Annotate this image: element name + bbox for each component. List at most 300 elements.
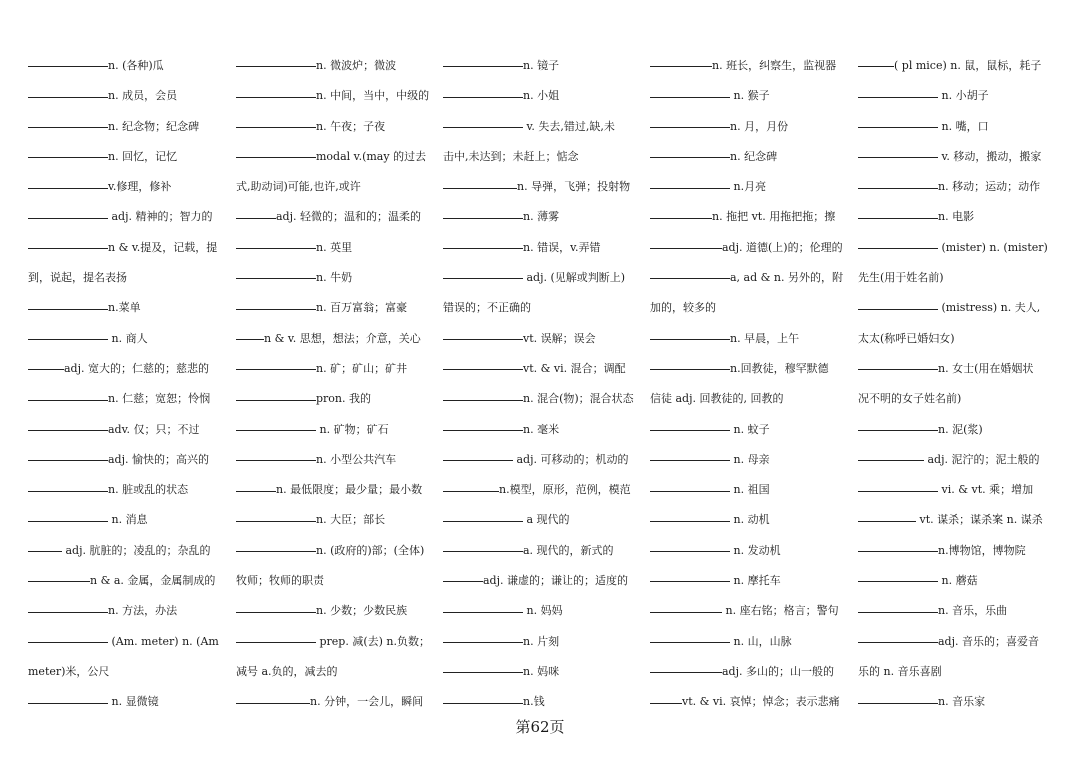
vocab-entry: [28, 324, 228, 354]
definition-text: n. 蘑菇: [938, 574, 978, 588]
vocab-entry: [650, 172, 850, 202]
definition-text: 错误的；不正确的: [443, 301, 531, 315]
vocab-entry: [28, 536, 228, 566]
vocab-entry: [236, 172, 436, 202]
vocab-entry: [236, 445, 436, 475]
vocab-entry: [650, 142, 850, 172]
answer-blank[interactable]: [236, 429, 316, 431]
vocab-entry: [236, 596, 436, 626]
answer-blank[interactable]: [236, 520, 316, 522]
vocab-entry: [858, 81, 1058, 111]
vocab-entry: [236, 566, 436, 596]
definition-text: n. 蚊子: [730, 422, 770, 436]
definition-text: v. 失去,错过,缺,未: [523, 119, 615, 133]
answer-blank[interactable]: [858, 156, 938, 158]
definition-text: modal v.(may 的过去: [316, 149, 427, 163]
vocab-entry: [650, 415, 850, 445]
answer-blank[interactable]: [650, 459, 730, 461]
answer-blank[interactable]: [443, 459, 513, 461]
answer-blank[interactable]: [443, 187, 517, 189]
answer-blank[interactable]: [858, 702, 938, 704]
vocab-entry: [443, 687, 643, 717]
definition-text: adj. 泥泞的；泥土般的: [924, 452, 1040, 466]
vocab-entry: [858, 627, 1058, 657]
definition-text: (mister) n. (mister): [938, 240, 1048, 254]
answer-blank[interactable]: [236, 126, 316, 128]
definition-text: v.修理，修补: [108, 180, 172, 194]
definition-text: adv. 仅；只；不过: [108, 422, 200, 436]
vocab-entry: [28, 293, 228, 323]
definition-text: n.模型，原形，范例，模范: [499, 483, 631, 497]
definition-text: pron. 我的: [316, 392, 371, 406]
definition-text: n.钱: [523, 695, 545, 709]
definition-text: n. 显微镜: [108, 695, 159, 709]
answer-blank[interactable]: [650, 520, 730, 522]
vocab-entry: [236, 112, 436, 142]
definition-text: adj. 多山的；山一般的: [722, 664, 835, 678]
vocab-entry: [650, 445, 850, 475]
definition-text: n. 百万富翁；富豪: [316, 301, 408, 315]
answer-blank[interactable]: [28, 308, 108, 310]
vocab-entry: [858, 233, 1058, 263]
definition-text: n. 山，山脉: [730, 634, 792, 648]
vocab-entry: [28, 263, 228, 293]
page-number: 第62页: [515, 718, 565, 736]
vocab-entry: [28, 142, 228, 172]
vocab-entry: [858, 202, 1058, 232]
definition-text: 乐的 n. 音乐喜剧: [858, 664, 942, 678]
answer-blank[interactable]: [858, 611, 938, 613]
answer-blank[interactable]: [443, 671, 523, 673]
definition-text: 况不明的女子姓名前): [858, 392, 962, 406]
definition-text: n. 移动；运动；动作: [938, 180, 1041, 194]
definition-text: n. 片刻: [523, 634, 560, 648]
definition-text: n. 牛奶: [316, 271, 353, 285]
vocab-entry: [650, 475, 850, 505]
answer-blank[interactable]: [858, 459, 924, 461]
answer-blank[interactable]: [650, 338, 730, 340]
definition-text: n. 分钟，一会儿，瞬间: [310, 695, 424, 709]
definition-text: n. 导弹，飞弹；投射物: [517, 180, 631, 194]
vocab-entry: [650, 112, 850, 142]
answer-blank[interactable]: [858, 429, 938, 431]
definition-text: adj. 宽大的；仁慈的；慈悲的: [64, 361, 210, 375]
vocab-entry: [650, 596, 850, 626]
vocab-entry: [650, 384, 850, 414]
vocab-entry: [443, 384, 643, 414]
answer-blank[interactable]: [858, 368, 938, 370]
word-column-4: [650, 51, 850, 718]
answer-blank[interactable]: [28, 368, 64, 370]
vocab-entry: [443, 445, 643, 475]
answer-blank[interactable]: [236, 96, 316, 98]
vocab-entry: [236, 415, 436, 445]
definition-text: n. 午夜；子夜: [316, 119, 386, 133]
vocab-entry: [650, 51, 850, 81]
vocab-entry: [443, 51, 643, 81]
vocab-entry: [443, 505, 643, 535]
definition-text: n. 泥(浆): [938, 422, 983, 436]
vocab-entry: [236, 81, 436, 111]
vocab-entry: [236, 536, 436, 566]
vocab-entry: [236, 627, 436, 657]
answer-blank[interactable]: [236, 368, 316, 370]
answer-blank[interactable]: [650, 126, 730, 128]
definition-text: n. 发动机: [730, 543, 781, 557]
answer-blank[interactable]: [236, 247, 316, 249]
answer-blank[interactable]: [443, 490, 499, 492]
definition-text: n. 嘴，口: [938, 119, 989, 133]
answer-blank[interactable]: [443, 65, 523, 67]
answer-blank[interactable]: [858, 96, 938, 98]
vocab-entry: [858, 687, 1058, 717]
definition-text: a 现代的: [523, 513, 570, 527]
answer-blank[interactable]: [443, 550, 523, 552]
vocab-entry: [236, 233, 436, 263]
answer-blank[interactable]: [236, 490, 276, 492]
answer-blank[interactable]: [650, 550, 730, 552]
definition-text: n. 小姐: [523, 89, 560, 103]
definition-text: adj. 音乐的；喜爱音: [938, 634, 1040, 648]
definition-text: vt. 谋杀；谋杀案 n. 谋杀: [916, 513, 1043, 527]
definition-text: vt. & vi. 混合；调配: [523, 361, 626, 375]
vocab-entry: [650, 566, 850, 596]
definition-text: n. 电影: [938, 210, 975, 224]
answer-blank[interactable]: [650, 156, 730, 158]
answer-blank[interactable]: [236, 550, 316, 552]
answer-blank[interactable]: [28, 702, 108, 704]
answer-blank[interactable]: [858, 580, 938, 582]
definition-text: n.回教徒，穆罕默德: [730, 361, 829, 375]
answer-blank[interactable]: [650, 641, 730, 643]
definition-text: n. 摩托车: [730, 574, 781, 588]
vocab-entry: [443, 627, 643, 657]
answer-blank[interactable]: [28, 399, 108, 401]
definition-text: vt. & vi. 哀悼；悼念；表示悲痛: [682, 695, 840, 709]
vocab-entry: [28, 566, 228, 596]
answer-blank[interactable]: [28, 126, 108, 128]
vocab-entry: [650, 263, 850, 293]
answer-blank[interactable]: [650, 671, 722, 673]
answer-blank[interactable]: [650, 490, 730, 492]
answer-blank[interactable]: [858, 520, 916, 522]
definition-text: 击中,未达到；未赶上；惦念: [443, 149, 579, 163]
vocab-entry: [28, 81, 228, 111]
definition-text: n & v.提及，记载，提: [108, 240, 218, 254]
answer-blank[interactable]: [28, 490, 108, 492]
definition-text: n. 妈咪: [523, 664, 560, 678]
vocab-entry: [650, 354, 850, 384]
vocab-entry: [858, 112, 1058, 142]
answer-blank[interactable]: [443, 702, 523, 704]
vocab-entry: [28, 596, 228, 626]
definition-text: 式,助动词)可能,也许,或许: [236, 180, 361, 194]
definition-text: 到，说起，提名表扬: [28, 271, 127, 285]
answer-blank[interactable]: [236, 702, 310, 704]
vocab-entry: [858, 505, 1058, 535]
definition-text: adj. 肮脏的；凌乱的；杂乱的: [62, 543, 211, 557]
answer-blank[interactable]: [28, 156, 108, 158]
vocab-entry: [650, 81, 850, 111]
definition-text: n. 妈妈: [523, 604, 563, 618]
definition-text: n. 方法，办法: [108, 604, 178, 618]
definition-text: ( pl mice) n. 鼠，鼠标，耗子: [894, 59, 1042, 72]
word-column-2: [236, 51, 436, 718]
answer-blank[interactable]: [650, 429, 730, 431]
vocab-entry: [858, 415, 1058, 445]
answer-blank[interactable]: [443, 399, 523, 401]
vocab-entry: [236, 354, 436, 384]
vocab-entry: [650, 687, 850, 717]
answer-blank[interactable]: [28, 65, 108, 67]
answer-blank[interactable]: [650, 247, 722, 249]
vocab-entry: [236, 202, 436, 232]
vocab-entry: [236, 142, 436, 172]
answer-blank[interactable]: [28, 96, 108, 98]
answer-blank[interactable]: [858, 187, 938, 189]
definition-text: adj. 谦虚的；谦让的；适度的: [483, 574, 629, 588]
answer-blank[interactable]: [28, 611, 108, 613]
vocab-entry: [236, 687, 436, 717]
definition-text: 太太(称呼已婚妇女): [858, 331, 955, 345]
answer-blank[interactable]: [236, 338, 264, 340]
vocab-entry: [443, 566, 643, 596]
answer-blank[interactable]: [443, 338, 523, 340]
vocab-entry: [28, 475, 228, 505]
definition-text: n. 纪念碑: [730, 149, 778, 163]
answer-blank[interactable]: [650, 217, 712, 219]
vocab-entry: [28, 354, 228, 384]
definition-text: n. 纪念物；纪念碑: [108, 119, 200, 133]
answer-blank[interactable]: [650, 277, 730, 279]
answer-blank[interactable]: [858, 641, 938, 643]
definition-text: n. 中间，当中，中级的: [316, 89, 430, 103]
answer-blank[interactable]: [28, 187, 108, 189]
vocab-entry: [650, 293, 850, 323]
answer-blank[interactable]: [650, 580, 730, 582]
vocab-entry: [443, 233, 643, 263]
vocab-entry: [28, 51, 228, 81]
answer-blank[interactable]: [443, 277, 523, 279]
word-column-5: [858, 51, 1058, 718]
definition-text: n. 毫米: [523, 422, 560, 436]
vocab-entry: [28, 657, 228, 687]
definition-text: n & v. 思想，想法；介意，关心: [264, 331, 421, 345]
definition-text: n. 拖把 vt. 用拖把拖；擦: [712, 210, 836, 224]
vocab-entry: [443, 324, 643, 354]
answer-blank[interactable]: [858, 65, 894, 67]
vocab-entry: [28, 415, 228, 445]
definition-text: n. 商人: [108, 331, 148, 345]
vocab-entry: [28, 202, 228, 232]
answer-blank[interactable]: [650, 96, 730, 98]
answer-blank[interactable]: [28, 641, 108, 643]
answer-blank[interactable]: [236, 399, 316, 401]
vocab-entry: [650, 505, 850, 535]
definition-text: n. 音乐，乐曲: [938, 604, 1008, 618]
vocab-entry: [443, 112, 643, 142]
vocab-entry: [443, 81, 643, 111]
vocab-entry: [858, 354, 1058, 384]
vocab-entry: [858, 142, 1058, 172]
vocab-entry: [443, 142, 643, 172]
definition-text: n. 英里: [316, 240, 353, 254]
answer-blank[interactable]: [650, 611, 722, 613]
definition-text: adj. 道德(上)的；伦理的: [722, 240, 843, 254]
vocab-entry: [28, 627, 228, 657]
answer-blank[interactable]: [236, 217, 276, 219]
vocab-entry: [236, 51, 436, 81]
definition-text: n. 回忆，记忆: [108, 149, 178, 163]
vocab-entry: [443, 415, 643, 445]
answer-blank[interactable]: [443, 96, 523, 98]
answer-blank[interactable]: [236, 65, 316, 67]
definition-text: n. 早晨，上午: [730, 331, 800, 345]
definition-text: n. 座右铭；格言；警句: [722, 604, 839, 618]
vocab-entry: [443, 354, 643, 384]
definition-text: n. 混合(物)；混合状态: [523, 392, 634, 406]
answer-blank[interactable]: [858, 247, 938, 249]
answer-blank[interactable]: [28, 247, 108, 249]
definition-text: n. 猴子: [730, 89, 770, 103]
vocab-entry: [858, 324, 1058, 354]
vocab-entry: [650, 627, 850, 657]
definition-text: 减号 a.负的，减去的: [236, 664, 338, 678]
vocab-entry: [236, 657, 436, 687]
vocab-entry: [236, 263, 436, 293]
vocab-entry: [858, 445, 1058, 475]
definition-text: n. 微波炉；微波: [316, 59, 397, 72]
vocab-entry: [858, 263, 1058, 293]
definition-text: n. 小型公共汽车: [316, 452, 397, 466]
vocab-entry: [650, 536, 850, 566]
answer-blank[interactable]: [650, 368, 730, 370]
definition-text: a, ad & n. 另外的，附: [730, 271, 844, 285]
definition-text: n. 大臣；部长: [316, 513, 386, 527]
answer-blank[interactable]: [858, 126, 938, 128]
answer-blank[interactable]: [236, 308, 316, 310]
answer-blank[interactable]: [650, 187, 730, 189]
answer-blank[interactable]: [28, 550, 62, 552]
definition-text: n. 最低限度；最少量；最小数: [276, 483, 423, 497]
answer-blank[interactable]: [28, 338, 108, 340]
answer-blank[interactable]: [650, 702, 682, 704]
answer-blank[interactable]: [28, 429, 108, 431]
answer-blank[interactable]: [858, 550, 938, 552]
answer-blank[interactable]: [443, 247, 523, 249]
vocab-entry: [443, 596, 643, 626]
answer-blank[interactable]: [28, 580, 90, 582]
definition-text: n. 薄雾: [523, 210, 560, 224]
answer-blank[interactable]: [858, 217, 938, 219]
answer-blank[interactable]: [443, 611, 523, 613]
definition-text: n.博物馆，博物院: [938, 543, 1026, 557]
answer-blank[interactable]: [28, 459, 108, 461]
definition-text: n & a. 金属，金属制成的: [90, 574, 216, 588]
vocab-entry: [28, 233, 228, 263]
definition-text: n.菜单: [108, 301, 141, 315]
definition-text: n. 成员，会员: [108, 89, 178, 103]
vocab-entry: [236, 475, 436, 505]
vocab-entry: [236, 293, 436, 323]
definition-text: prep. 减(去) n.负数；: [316, 634, 431, 648]
answer-blank[interactable]: [236, 641, 316, 643]
definition-text: 牧师；牧师的职责: [236, 574, 324, 588]
definition-text: (mistress) n. 夫人,: [938, 301, 1041, 315]
answer-blank[interactable]: [236, 459, 316, 461]
definition-text: n. 错误，v.弄错: [523, 240, 601, 254]
definition-text: v. 移动，搬动，搬家: [938, 149, 1042, 163]
definition-text: n.月亮: [730, 180, 767, 194]
vocab-entry: [28, 505, 228, 535]
vocab-entry: [443, 657, 643, 687]
definition-text: adj. 精神的；智力的: [108, 210, 213, 224]
vocab-entry: [858, 566, 1058, 596]
vocab-entry: [650, 202, 850, 232]
answer-blank[interactable]: [443, 520, 523, 522]
definition-text: adj. 愉快的；高兴的: [108, 452, 210, 466]
definition-text: n. 祖国: [730, 483, 770, 497]
word-column-3: [443, 51, 643, 718]
definition-text: n. 矿；矿山；矿井: [316, 361, 408, 375]
answer-blank[interactable]: [443, 429, 523, 431]
vocab-entry: [28, 112, 228, 142]
definition-text: n. 消息: [108, 513, 148, 527]
vocab-entry: [28, 384, 228, 414]
vocab-entry: [650, 324, 850, 354]
answer-blank[interactable]: [443, 126, 523, 128]
answer-blank[interactable]: [28, 520, 108, 522]
answer-blank[interactable]: [236, 277, 316, 279]
vocab-entry: [858, 657, 1058, 687]
vocab-entry: [236, 324, 436, 354]
vocab-entry: [443, 293, 643, 323]
vocab-entry: [858, 172, 1058, 202]
answer-blank[interactable]: [858, 490, 938, 492]
definition-text: a. 现代的，新式的: [523, 543, 614, 557]
vocab-entry: [650, 233, 850, 263]
vocab-entry: [858, 51, 1058, 81]
vocab-entry: [28, 445, 228, 475]
vocab-entry: [858, 596, 1058, 626]
word-column-1: [28, 51, 228, 718]
vocab-entry: [28, 687, 228, 717]
answer-blank[interactable]: [650, 65, 712, 67]
definition-text: n. 少数；少数民族: [316, 604, 408, 618]
definition-text: meter)米，公尺: [28, 664, 110, 678]
definition-text: 信徒 adj. 回教徒的, 回教的: [650, 392, 784, 406]
vocab-entry: [858, 384, 1058, 414]
definition-text: n. 动机: [730, 513, 770, 527]
vocab-entry: [236, 505, 436, 535]
definition-text: n. 母亲: [730, 452, 770, 466]
answer-blank[interactable]: [443, 368, 523, 370]
definition-text: n. 脏或乱的状态: [108, 483, 189, 497]
answer-blank[interactable]: [443, 641, 523, 643]
answer-blank[interactable]: [236, 156, 316, 158]
definition-text: n. 仁慈；宽恕；怜悯: [108, 392, 211, 406]
answer-blank[interactable]: [443, 580, 483, 582]
answer-blank[interactable]: [236, 611, 316, 613]
vocab-entry: [858, 475, 1058, 505]
definition-text: n. (政府的)部；(全体): [316, 543, 425, 557]
vocab-entry: [443, 263, 643, 293]
definition-text: n. 音乐家: [938, 695, 986, 709]
answer-blank[interactable]: [443, 217, 523, 219]
answer-blank[interactable]: [858, 308, 938, 310]
definition-text: adj. (见解或判断上): [523, 271, 626, 285]
answer-blank[interactable]: [28, 217, 108, 219]
